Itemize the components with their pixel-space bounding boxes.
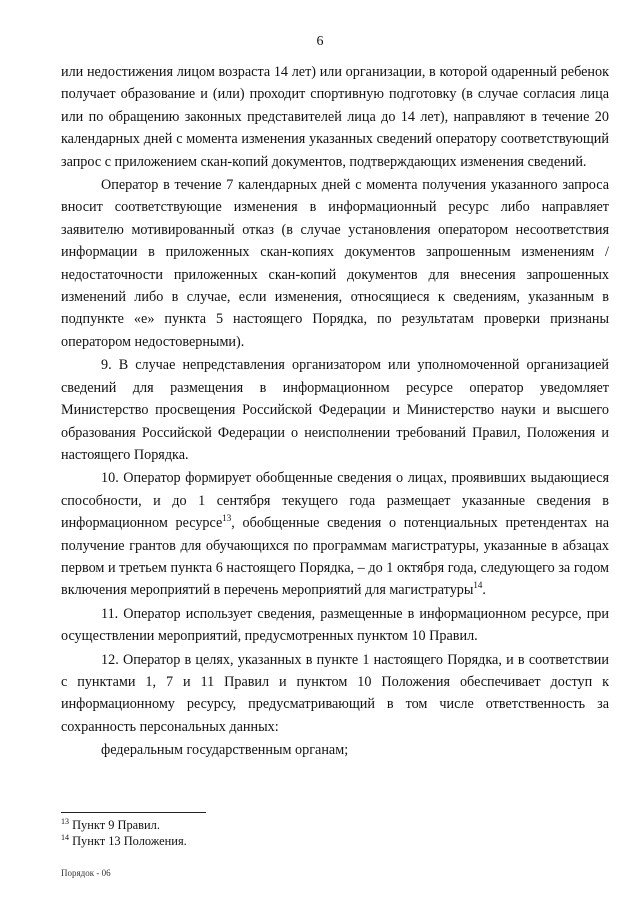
footnote-ref-14: 14 bbox=[473, 580, 483, 591]
footnote-14 bbox=[61, 833, 461, 849]
paragraph-item-11: 11. Оператор использует сведения, размещенные в информационном ресурсе, при осуществлении мероприятий, предусмотренных пунктом 10 Правил. bbox=[61, 605, 609, 645]
footnote-mark-14: 14 bbox=[61, 833, 69, 842]
item-10-text-part2: , обобщенные сведения о потенциальных претендентах на получение грантов для обучающихся по программам магистратуры, указанные в абзацах первом и третьем пункта 6 настоящего Порядка, – до 1 октября года, следующего за годом включения мероприятий в перечень мероприятий для магистратуры bbox=[61, 515, 609, 599]
paragraph-continuation: или недостижения лицом возраста 14 лет) или организации, в которой одаренный ребенок получает образование и (или) проходит спортивную подготовку (в случае согласия лица или по обращению законных представителей лица до 14 лет), направляют в течение 20 календарных дней с момента изменения указанных сведений оператору соответствующий запрос с приложением скан-копий документов, подтверждающих изменения сведений. bbox=[61, 64, 609, 170]
paragraph-item-10 bbox=[61, 467, 609, 601]
page-number: 6 bbox=[316, 34, 324, 49]
item-10-text-part1: 10. Оператор формирует обобщенные сведения о лицах, проявивших выдающиеся способности, и до 1 сентября текущего года размещает указанные сведения в информационном ресурсе bbox=[61, 470, 609, 532]
document-footer-mark: Порядок - 06 bbox=[61, 868, 111, 878]
footnote-mark-13: 13 bbox=[61, 817, 69, 826]
paragraph-item-9: 9. В случае непредставления организатором или уполномоченной организацией сведений для размещения в информационном ресурсе оператор уведомляет Министерство просвещения Российской Федерации и Министерство науки и высшего образования Российской Федерации о неисполнении требований Правил, Положения и настоящего Порядка. bbox=[61, 357, 609, 463]
footnote-ref-13: 13 bbox=[222, 513, 232, 524]
footnote-13 bbox=[61, 817, 461, 833]
body-text bbox=[61, 61, 609, 763]
footnote-text-13: Пункт 9 Правил. bbox=[69, 818, 160, 832]
paragraph-operator-changes: Оператор в течение 7 календарных дней с момента получения указанного запроса вносит соответствующие изменения в информационный ресурс либо направляет заявителю мотивированный отказ (в случае установления оператором несоответствия информации в приложенных скан-копиях документов запрошенным изменениям / недостаточности приложенных скан-копий документов для внесения запрошенных изменений либо в случае, если изменения, относящиеся к сведениям, указанным в подпункте «е» пункта 5 настоящего Порядка, по результатам проверки признаны оператором недостоверными). bbox=[61, 177, 609, 350]
paragraph-item-12: 12. Оператор в целях, указанных в пункте 1 настоящего Порядка, и в соответствии с пунктами 1, 7 и 11 Правил и пунктом 10 Положения обеспечивает доступ к информационному ресурсу, предусматривающий в том числе ответственность за сохранность персональных данных: bbox=[61, 651, 609, 735]
paragraph-federal-bodies: федеральным государственным органам; bbox=[101, 742, 349, 759]
footnote-text-14: Пункт 13 Положения. bbox=[69, 834, 187, 848]
footnotes bbox=[61, 817, 461, 849]
item-10-text-part3: . bbox=[482, 582, 486, 599]
footnote-separator bbox=[61, 812, 206, 813]
